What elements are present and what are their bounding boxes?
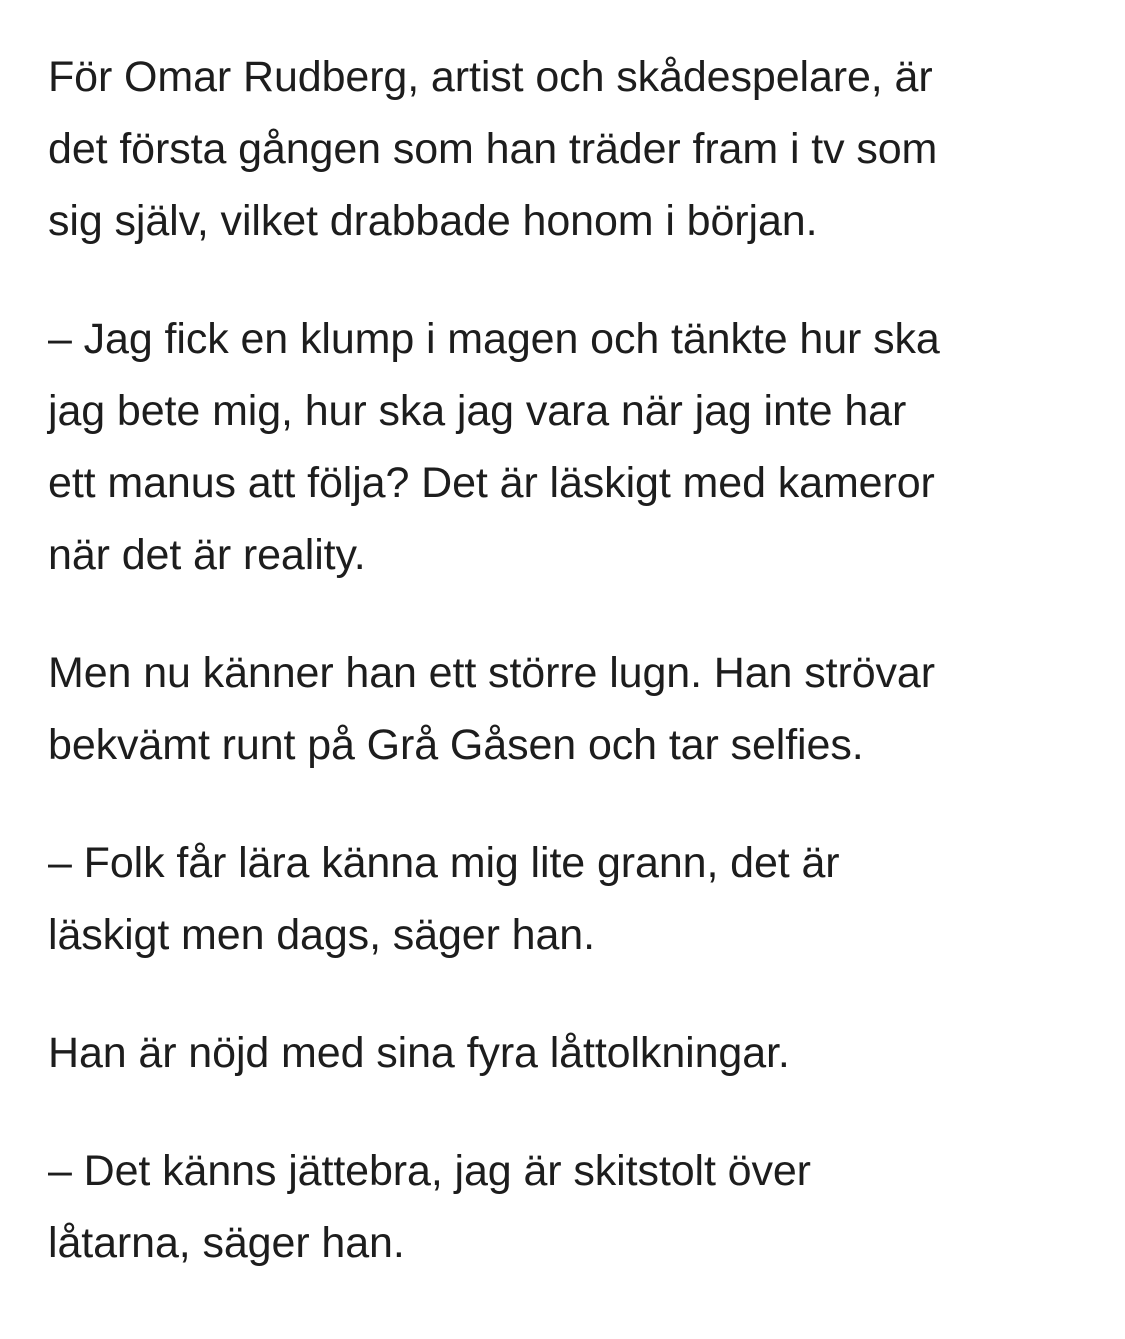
paragraph-line: För Omar Rudberg, artist och skådespelare, är [48, 53, 933, 101]
paragraph-quote-2 [48, 827, 1068, 971]
article-body [48, 41, 1068, 1279]
paragraph-quote-3 [48, 1135, 1068, 1279]
paragraph-quote-1 [48, 303, 1068, 591]
paragraph-line: låtarna, säger han. [48, 1219, 405, 1267]
paragraph-line: läskigt men dags, säger han. [48, 911, 595, 959]
paragraph-line: – Jag fick en klump i magen och tänkte hur ska [48, 315, 940, 363]
paragraph-line: – Det känns jättebra, jag är skitstolt över [48, 1147, 811, 1195]
paragraph-line: jag bete mig, hur ska jag vara när jag inte har [48, 387, 907, 435]
paragraph-line: Han är nöjd med sina fyra låttolkningar. [48, 1029, 790, 1077]
paragraph-line: när det är reality. [48, 531, 366, 579]
paragraph-statement [48, 1017, 1068, 1089]
paragraph-intro [48, 41, 1068, 257]
paragraph-line: bekvämt runt på Grå Gåsen och tar selfies. [48, 721, 864, 769]
paragraph-line: Men nu känner han ett större lugn. Han strövar [48, 649, 935, 697]
paragraph-narrative [48, 637, 1068, 781]
paragraph-line: det första gången som han träder fram i tv som [48, 125, 938, 173]
paragraph-line: – Folk får lära känna mig lite grann, det är [48, 839, 840, 887]
paragraph-line: sig själv, vilket drabbade honom i början. [48, 197, 818, 245]
paragraph-line: ett manus att följa? Det är läskigt med kameror [48, 459, 935, 507]
